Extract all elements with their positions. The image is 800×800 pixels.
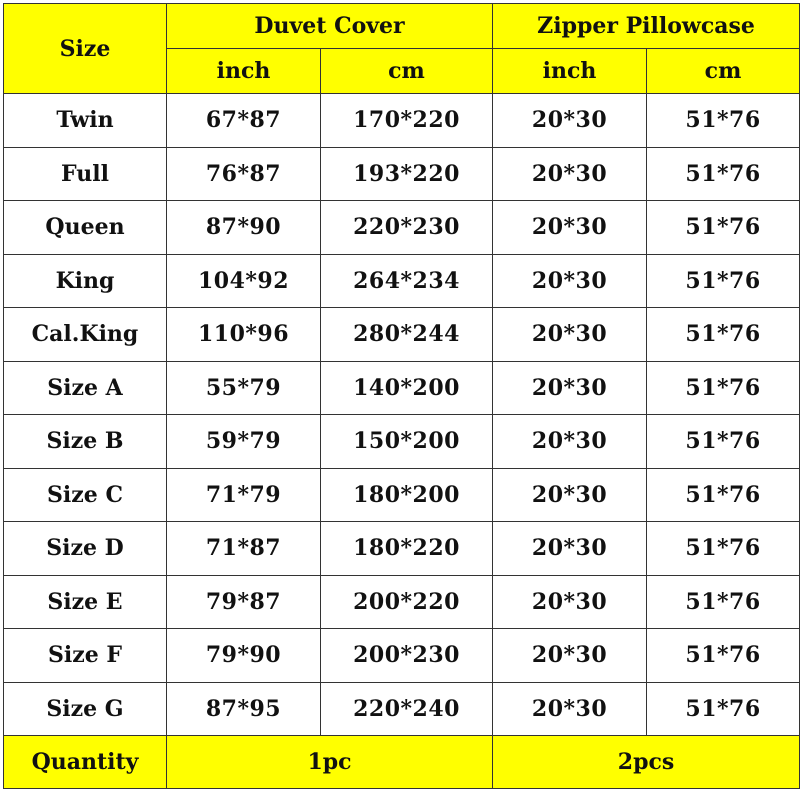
size-name-cell: Size B [4,415,167,469]
duvet-cm-header: cm [321,49,493,94]
duvet-inch-cell: 71*79 [167,468,321,522]
duvet-cm-cell: 264*234 [321,254,493,308]
pillow-inch-cell: 20*30 [493,468,647,522]
pillow-inch-cell: 20*30 [493,361,647,415]
duvet-cm-cell: 193*220 [321,147,493,201]
quantity-row [4,736,800,789]
table-row [4,201,800,255]
duvet-inch-header: inch [167,49,321,94]
pillow-inch-cell: 20*30 [493,415,647,469]
table-row [4,254,800,308]
pillow-inch-cell: 20*30 [493,522,647,576]
duvet-inch-cell: 79*90 [167,629,321,683]
duvet-cm-cell: 180*220 [321,522,493,576]
pillow-cm-cell: 51*76 [647,147,800,201]
duvet-inch-cell: 87*90 [167,201,321,255]
duvet-inch-cell: 110*96 [167,308,321,362]
duvet-cm-cell: 200*220 [321,575,493,629]
pillow-cm-cell: 51*76 [647,575,800,629]
size-name-cell: King [4,254,167,308]
table-row [4,575,800,629]
pillow-cm-cell: 51*76 [647,308,800,362]
pillow-cm-header: cm [647,49,800,94]
size-name-cell: Full [4,147,167,201]
pillow-cm-cell: 51*76 [647,682,800,736]
table-row [4,94,800,148]
duvet-inch-cell: 59*79 [167,415,321,469]
duvet-cm-cell: 150*200 [321,415,493,469]
table-row [4,308,800,362]
duvet-inch-cell: 104*92 [167,254,321,308]
duvet-quantity: 1pc [167,736,493,789]
duvet-inch-cell: 87*95 [167,682,321,736]
pillow-inch-header: inch [493,49,647,94]
size-name-cell: Queen [4,201,167,255]
pillow-quantity: 2pcs [493,736,800,789]
table-row [4,468,800,522]
duvet-cm-cell: 170*220 [321,94,493,148]
pillow-cm-cell: 51*76 [647,201,800,255]
pillow-cm-cell: 51*76 [647,94,800,148]
table-row [4,361,800,415]
duvet-cm-cell: 280*244 [321,308,493,362]
table-row [4,415,800,469]
pillowcase-header: Zipper Pillowcase [493,4,800,49]
size-name-cell: Size C [4,468,167,522]
duvet-cm-cell: 220*240 [321,682,493,736]
duvet-cm-cell: 180*200 [321,468,493,522]
pillow-inch-cell: 20*30 [493,201,647,255]
size-rows [4,94,800,736]
pillow-cm-cell: 51*76 [647,254,800,308]
size-name-cell: Size D [4,522,167,576]
table-row [4,629,800,683]
duvet-inch-cell: 79*87 [167,575,321,629]
pillow-cm-cell: 51*76 [647,629,800,683]
table-row [4,522,800,576]
size-name-cell: Size E [4,575,167,629]
header-row-groups [4,4,800,49]
size-name-cell: Cal.King [4,308,167,362]
size-chart-table [3,3,800,789]
table-row [4,682,800,736]
duvet-inch-cell: 76*87 [167,147,321,201]
duvet-inch-cell: 67*87 [167,94,321,148]
pillow-inch-cell: 20*30 [493,94,647,148]
pillow-inch-cell: 20*30 [493,308,647,362]
table-row [4,147,800,201]
pillow-cm-cell: 51*76 [647,415,800,469]
duvet-inch-cell: 71*87 [167,522,321,576]
pillow-cm-cell: 51*76 [647,522,800,576]
pillow-cm-cell: 51*76 [647,468,800,522]
quantity-label: Quantity [4,736,167,789]
pillow-inch-cell: 20*30 [493,575,647,629]
size-column-header: Size [4,4,167,94]
size-name-cell: Twin [4,94,167,148]
duvet-cm-cell: 220*230 [321,201,493,255]
pillow-inch-cell: 20*30 [493,629,647,683]
pillow-cm-cell: 51*76 [647,361,800,415]
size-name-cell: Size G [4,682,167,736]
duvet-inch-cell: 55*79 [167,361,321,415]
pillow-inch-cell: 20*30 [493,682,647,736]
pillow-inch-cell: 20*30 [493,254,647,308]
pillow-inch-cell: 20*30 [493,147,647,201]
size-name-cell: Size F [4,629,167,683]
duvet-cm-cell: 140*200 [321,361,493,415]
duvet-cm-cell: 200*230 [321,629,493,683]
size-name-cell: Size A [4,361,167,415]
duvet-cover-header: Duvet Cover [167,4,493,49]
